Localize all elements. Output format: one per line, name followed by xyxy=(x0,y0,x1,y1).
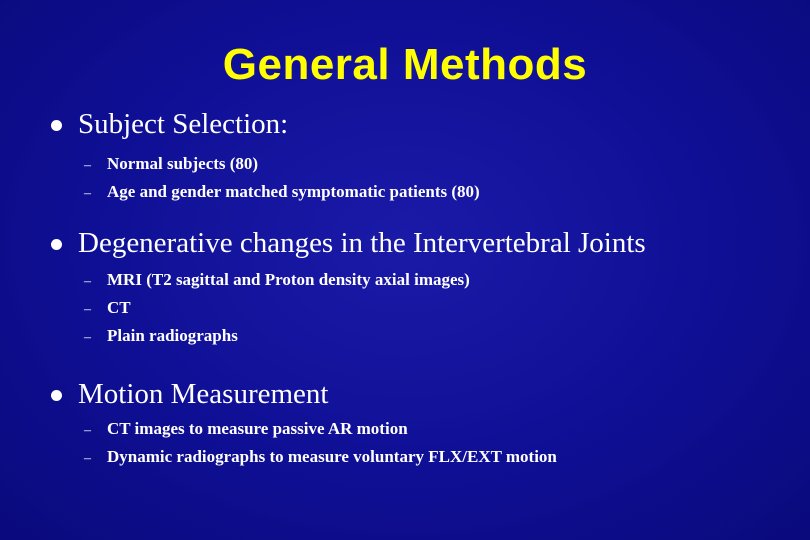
sub-item-text: Dynamic radiographs to measure voluntary FLX/EXT motion xyxy=(107,447,557,466)
sub-item-text: Plain radiographs xyxy=(107,326,238,345)
sub-item-text: Age and gender matched symptomatic patients (80) xyxy=(107,182,480,201)
bullet-item xyxy=(0,376,810,416)
bullet-heading: Subject Selection: xyxy=(78,108,289,140)
sub-item-text: MRI (T2 sagittal and Proton density axial images) xyxy=(107,270,470,289)
bullet-item xyxy=(0,106,810,146)
round-bullet-icon xyxy=(51,120,62,131)
dash-icon: – xyxy=(84,451,91,466)
sub-list-item xyxy=(0,324,810,352)
sub-list xyxy=(0,152,810,208)
sub-list xyxy=(0,268,810,352)
section-motion-measurement xyxy=(0,376,810,473)
dash-icon: – xyxy=(84,186,91,201)
round-bullet-icon xyxy=(51,239,62,250)
dash-icon: – xyxy=(84,302,91,317)
sub-list xyxy=(0,417,810,473)
section-subject-selection xyxy=(0,106,810,208)
dash-icon: – xyxy=(84,274,91,289)
sub-list-item xyxy=(0,180,810,208)
sub-list-item xyxy=(0,268,810,296)
round-bullet-icon xyxy=(51,390,62,401)
sub-item-text: CT images to measure passive AR motion xyxy=(107,419,408,438)
dash-icon: – xyxy=(84,423,91,438)
section-degenerative-changes xyxy=(0,225,810,352)
bullet-heading: Degenerative changes in the Intervertebral Joints xyxy=(78,227,646,259)
sub-list-item xyxy=(0,417,810,445)
sub-item-text: CT xyxy=(107,298,131,317)
sub-list-item xyxy=(0,152,810,180)
dash-icon: – xyxy=(84,158,91,173)
dash-icon: – xyxy=(84,330,91,345)
bullet-item xyxy=(0,225,810,265)
sub-item-text: Normal subjects (80) xyxy=(107,154,259,173)
sub-list-item xyxy=(0,296,810,324)
slide-title: General Methods xyxy=(222,40,588,89)
bullet-heading: Motion Measurement xyxy=(78,378,329,410)
sub-list-item xyxy=(0,445,810,473)
